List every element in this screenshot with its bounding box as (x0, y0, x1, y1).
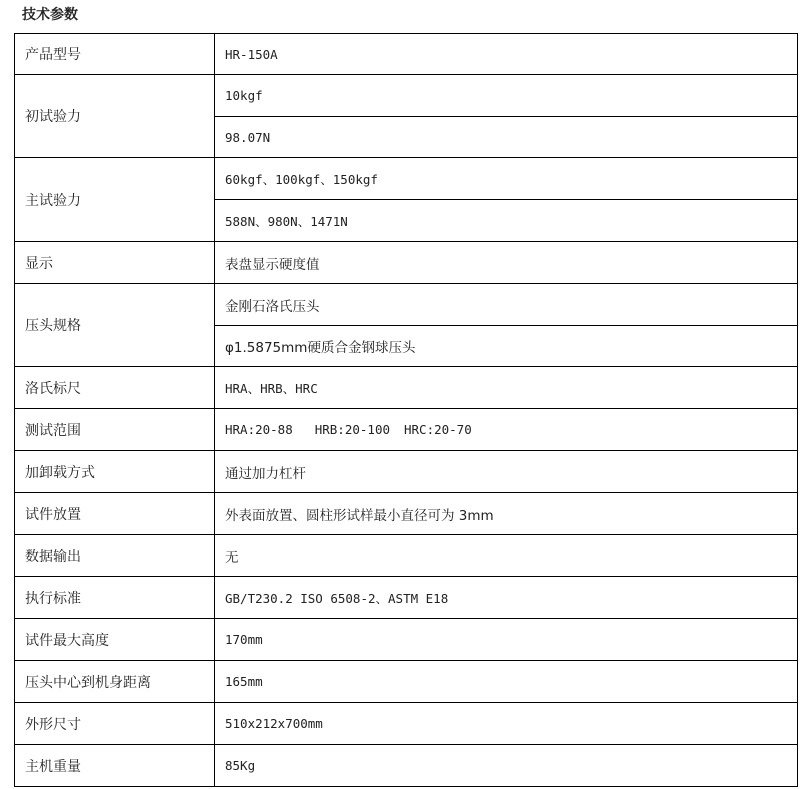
row-value-weight: 85Kg (215, 745, 798, 787)
row-label-model: 产品型号 (15, 34, 215, 75)
row-label-data-output: 数据输出 (15, 535, 215, 577)
row-label-weight: 主机重量 (15, 745, 215, 787)
range-hrb: HRB:20-100 (314, 422, 390, 437)
table-row (15, 34, 798, 75)
row-value-indenter-diamond: 金刚石洛氏压头 (215, 284, 798, 326)
table-row (15, 75, 798, 117)
row-value-model: HR-150A (215, 34, 798, 75)
table-row (15, 745, 798, 787)
row-label-dimensions: 外形尺寸 (15, 703, 215, 745)
row-value-initial-force-n: 98.07N (215, 117, 798, 158)
row-label-indenter: 压头规格 (15, 284, 215, 367)
table-row (15, 535, 798, 577)
table-row (15, 367, 798, 409)
row-label-main-force: 主试验力 (15, 158, 215, 242)
row-value-scales: HRA、HRB、HRC (215, 367, 798, 409)
table-row (15, 619, 798, 661)
range-hrc: HRC:20-70 (404, 422, 472, 437)
row-value-throat-depth: 165mm (215, 661, 798, 703)
row-label-initial-force: 初试验力 (15, 75, 215, 158)
table-row (15, 242, 798, 284)
range-hra: HRA:20-88 (225, 422, 293, 437)
table-row (15, 703, 798, 745)
table-row (15, 493, 798, 535)
row-value-standard: GB/T230.2 ISO 6508-2、ASTM E18 (215, 577, 798, 619)
row-label-max-height: 试件最大高度 (15, 619, 215, 661)
row-value-data-output: 无 (215, 535, 798, 577)
row-value-indenter-ball: φ1.5875mm硬质合金钢球压头 (215, 326, 798, 367)
table-row (15, 284, 798, 326)
section-title: 技术参数 (22, 7, 78, 23)
table-row (15, 451, 798, 493)
row-label-range: 测试范围 (15, 409, 215, 451)
table-row (15, 577, 798, 619)
row-value-main-force-kgf: 60kgf、100kgf、150kgf (215, 158, 798, 200)
table-row (15, 158, 798, 200)
row-value-loading: 通过加力杠杆 (215, 451, 798, 493)
table-row (15, 409, 798, 451)
row-value-initial-force-kgf: 10kgf (215, 75, 798, 117)
row-label-placement: 试件放置 (15, 493, 215, 535)
row-label-scales: 洛氏标尺 (15, 367, 215, 409)
row-value-placement: 外表面放置、圆柱形试样最小直径可为 3mm (215, 493, 798, 535)
row-value-dimensions: 510x212x700mm (215, 703, 798, 745)
row-value-display: 表盘显示硬度值 (215, 242, 798, 284)
row-label-standard: 执行标准 (15, 577, 215, 619)
row-value-range (215, 409, 798, 451)
row-label-display: 显示 (15, 242, 215, 284)
table-row (15, 661, 798, 703)
row-label-throat-depth: 压头中心到机身距离 (15, 661, 215, 703)
spec-table (14, 33, 798, 787)
row-value-main-force-n: 588N、980N、1471N (215, 200, 798, 242)
row-value-max-height: 170mm (215, 619, 798, 661)
row-label-loading: 加卸载方式 (15, 451, 215, 493)
